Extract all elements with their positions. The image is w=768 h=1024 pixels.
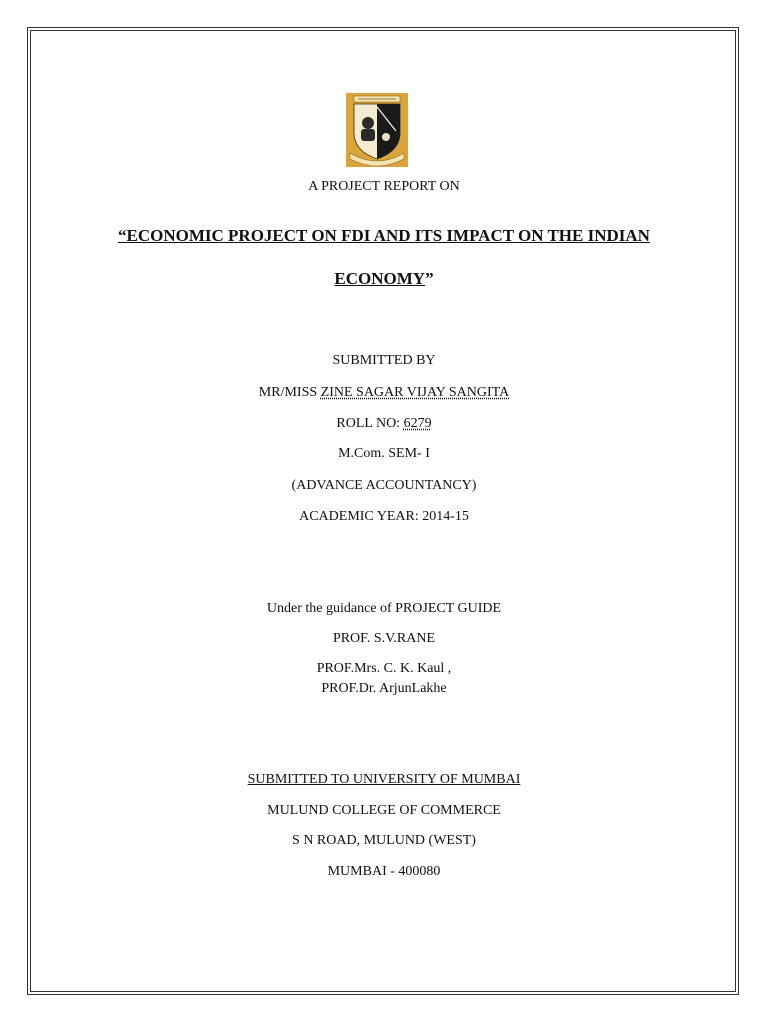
guidance-heading: Under the guidance of PROJECT GUIDE [266, 601, 502, 616]
guide-3: PROF.Dr. ArjunLakhe [321, 681, 447, 696]
college-address: S N ROAD, MULUND (WEST) [292, 833, 476, 848]
report-title-close-quote: ” [425, 269, 434, 288]
report-title-line1: “ECONOMIC PROJECT ON FDI AND ITS IMPACT ON THE INDIAN [118, 226, 650, 245]
college-crest-logo [346, 93, 408, 167]
college-name: MULUND COLLEGE OF COMMERCE [267, 803, 501, 818]
roll-prefix: ROLL NO: [336, 416, 404, 431]
roll-no-line [0, 416, 768, 432]
report-intro: A PROJECT REPORT ON [308, 179, 460, 194]
guide-2: PROF.Mrs. C. K. Kaul , [316, 661, 452, 676]
roll-number: 6279 [403, 416, 432, 431]
student-name-line [0, 385, 768, 401]
student-name: ZINE SAGAR VIJAY SANGITA [320, 385, 510, 400]
submitted-to: SUBMITTED TO UNIVERSITY OF MUMBAI [247, 772, 521, 787]
course: M.Com. SEM- I [338, 446, 430, 461]
report-title-word: ECONOMY [334, 269, 426, 288]
college-city: MUMBAI - 400080 [327, 864, 441, 879]
subject: (ADVANCE ACCOUNTANCY) [291, 478, 477, 493]
submitted-by-label: SUBMITTED BY [332, 353, 436, 368]
academic-year: ACADEMIC YEAR: 2014-15 [299, 509, 469, 524]
guide-1: PROF. S.V.RANE [332, 631, 436, 646]
report-title-line2 [0, 269, 768, 289]
name-prefix: MR/MISS [258, 385, 321, 400]
